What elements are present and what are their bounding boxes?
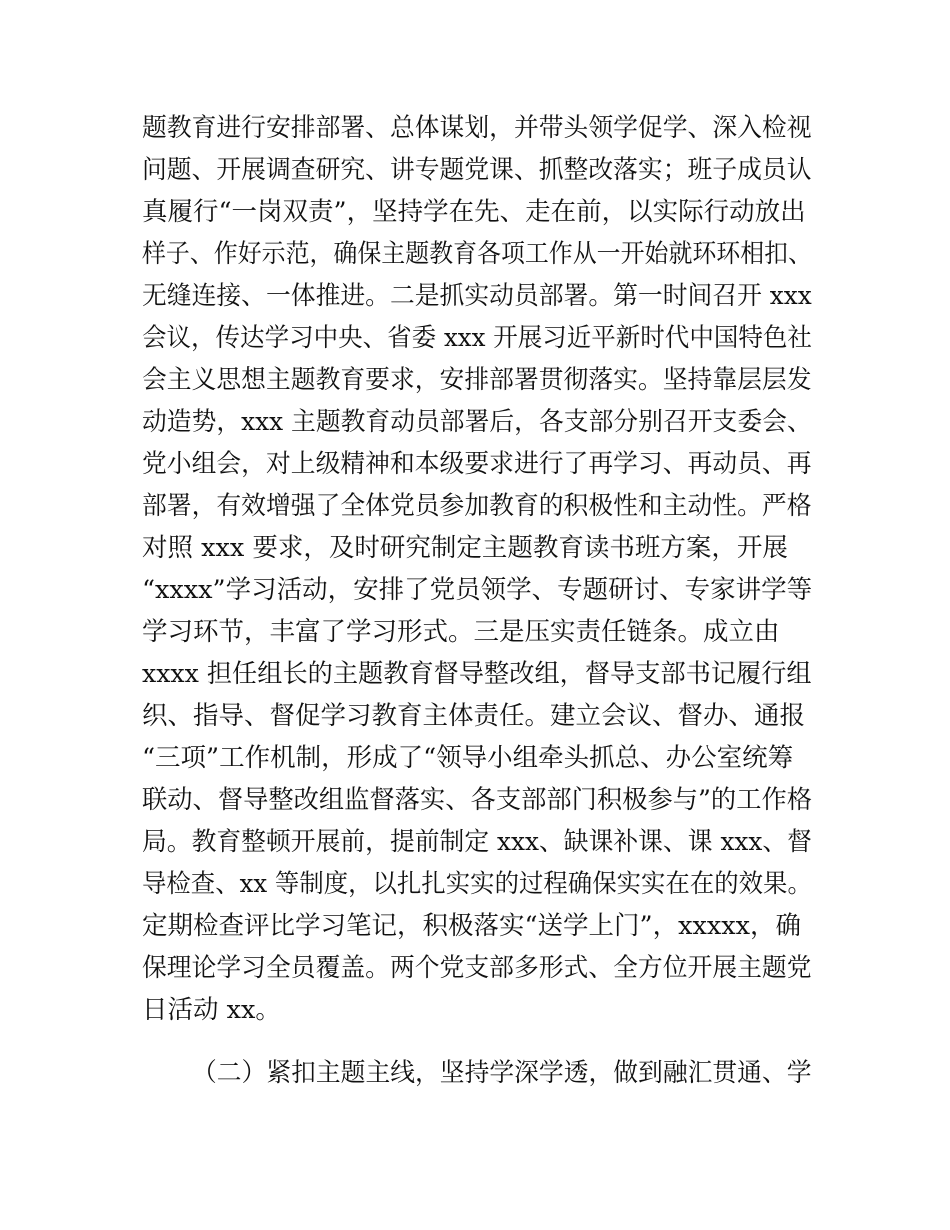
body-text-line: xxxx 担任组长的主题教育督导整改组，督导支部书记履行组 xyxy=(142,659,812,689)
body-text-line: 样子、作好示范，确保主题教育各项工作从一开始就环环相扣、 xyxy=(142,239,813,269)
body-text-line: 动造势，xxx 主题教育动员部署后，各支部分别召开支委会、 xyxy=(142,407,812,437)
body-text-line: 织、指导、督促学习教育主体责任。建立会议、督办、通报 xyxy=(142,701,806,731)
body-text-line: 题教育进行安排部署、总体谋划，并带头领学促学、深入检视 xyxy=(142,113,812,143)
body-text-line: 保理论学习全员覆盖。两个党支部多形式、全方位开展主题党 xyxy=(142,953,812,983)
body-text-line: 学习环节，丰富了学习形式。三是压实责任链条。成立由 xyxy=(142,617,780,647)
body-text-line: 会主义思想主题教育要求，安排部署贯彻落实。坚持靠层层发 xyxy=(142,365,812,395)
body-text-line: 党小组会，对上级精神和本级要求进行了再学习、再动员、再 xyxy=(142,449,812,479)
body-text-line: 导检查、xx 等制度，以扎扎实实的过程确保实实在在的效果。 xyxy=(142,869,812,899)
body-text-line: 真履行“一岗双责”，坚持学在先、走在前，以实际行动放出 xyxy=(142,197,806,227)
body-text-line: 部署，有效增强了全体党员参加教育的积极性和主动性。严格 xyxy=(142,491,812,521)
body-text-line: “三项”工作机制，形成了“领导小组牵头抓总、办公室统筹 xyxy=(142,743,794,773)
body-text-line: 问题、开展调查研究、讲专题党课、抓整改落实；班子成员认 xyxy=(142,155,812,185)
body-text-line: 联动、督导整改组监督落实、各支部部门积极参与”的工作格 xyxy=(142,785,813,815)
section-heading: （二）紧扣主题主线，坚持学深学透，做到融汇贯通、学 xyxy=(192,1058,812,1088)
body-text-line: 会议，传达学习中央、省委 xxx 开展习近平新时代中国特色社 xyxy=(142,323,812,353)
body-text-line: 无缝连接、一体推进。二是抓实动员部署。第一时间召开 xxx xyxy=(142,281,812,311)
body-text-line: “xxxx”学习活动，安排了党员领学、专题研讨、专家讲学等 xyxy=(142,575,813,605)
body-text-line: 日活动 xx。 xyxy=(142,995,281,1025)
body-text-line: 对照 xxx 要求，及时研究制定主题教育读书班方案，开展 xyxy=(142,533,788,563)
body-text-line: 定期检查评比学习笔记，积极落实“送学上门”，xxxxx，确 xyxy=(142,911,801,941)
body-text-line: 局。教育整顿开展前，提前制定 xxx、缺课补课、课 xxx、督 xyxy=(142,827,812,857)
